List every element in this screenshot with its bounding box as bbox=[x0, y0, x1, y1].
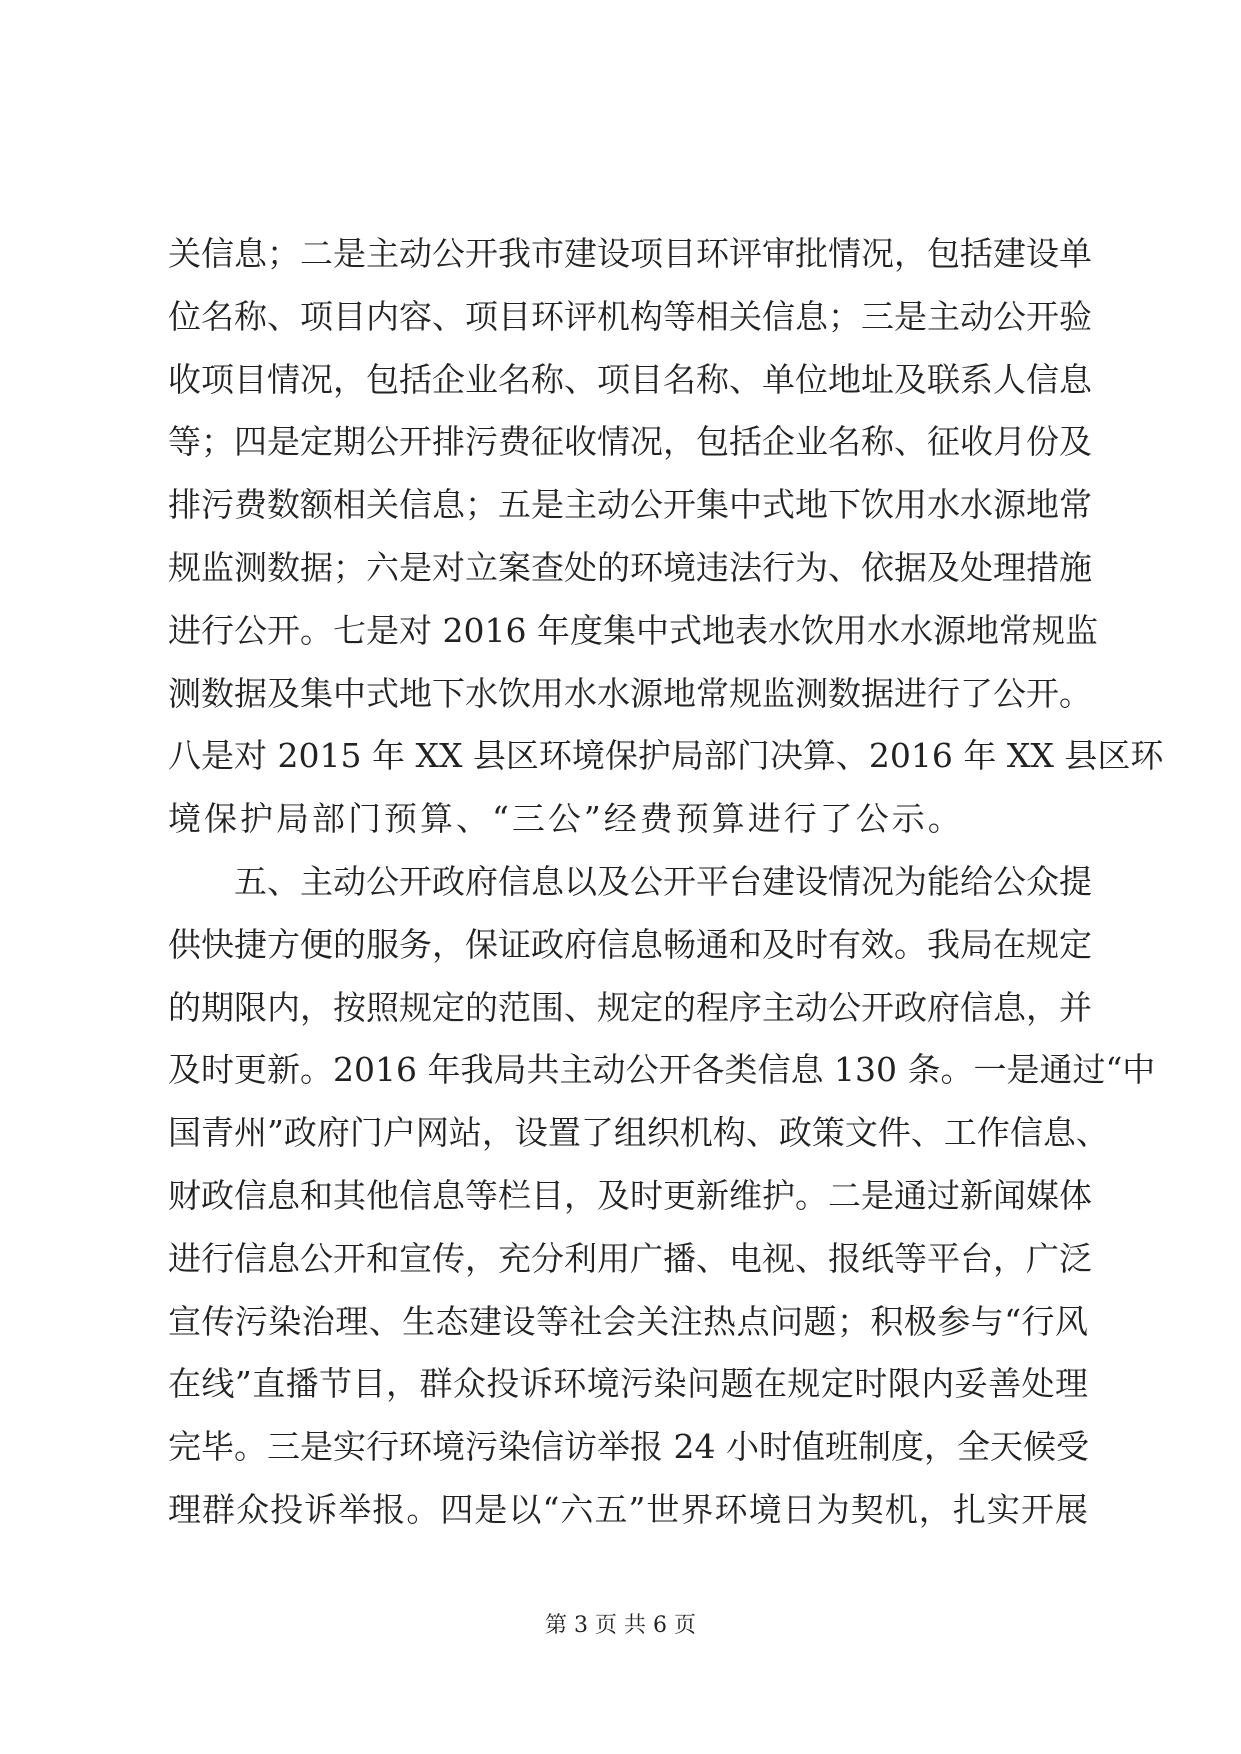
text-line: 规监测数据；六是对立案查处的环境违法行为、依据及处理措施 bbox=[168, 547, 1092, 587]
text-line: 收项目情况，包括企业名称、项目名称、单位地址及联系人信息 bbox=[168, 359, 1092, 399]
text-line: 位名称、项目内容、项目环评机构等相关信息；三是主动公开验 bbox=[168, 296, 1092, 336]
text-line: 国青州”政府门户网站，设置了组织机构、政策文件、工作信息、 bbox=[168, 1113, 1109, 1153]
text-line: 完毕。三是实行环境污染信访举报 24 小时值班制度，全天候受 bbox=[168, 1427, 1089, 1467]
text-line: 理群众投诉举报。四是以“六五”世界环境日为契机，扎实开展 bbox=[168, 1489, 1088, 1529]
body-text bbox=[168, 223, 1164, 1542]
text-line: 八是对 2015 年 XX 县区环境保护局部门决算、2016 年 XX 县区环 bbox=[168, 736, 1164, 776]
text-line: 等；四是定期公开排污费征收情况，包括企业名称、征收月份及 bbox=[168, 422, 1092, 462]
text-line: 进行公开。七是对 2016 年度集中式地表水饮用水水源地常规监 bbox=[168, 610, 1098, 650]
text-line: 测数据及集中式地下水饮用水水源地常规监测数据进行了公开。 bbox=[168, 673, 1092, 713]
text-line: 关信息；二是主动公开我市建设项目环评审批情况，包括建设单 bbox=[168, 234, 1092, 273]
text-line: 在线”直播节目，群众投诉环境污染问题在规定时限内妥善处理 bbox=[168, 1364, 1088, 1404]
page-footer: 第 3 页 共 6 页 bbox=[545, 1613, 696, 1638]
text-line: 供快捷方便的服务，保证政府信息畅通和及时有效。我局在规定 bbox=[168, 924, 1092, 964]
text-line: 进行信息公开和宣传，充分利用广播、电视、报纸等平台，广泛 bbox=[168, 1238, 1092, 1278]
text-line: 及时更新。2016 年我局共主动公开各类信息 130 条。一是通过“中 bbox=[168, 1050, 1156, 1090]
text-line: 财政信息和其他信息等栏目，及时更新维护。二是通过新闻媒体 bbox=[168, 1175, 1092, 1215]
text-line: 境保护局部门预算、“三公”经费预算进行了公示。 bbox=[168, 799, 964, 839]
text-line: 的期限内，按照规定的范围、规定的程序主动公开政府信息，并 bbox=[168, 987, 1092, 1027]
text-line: 排污费数额相关信息；五是主动公开集中式地下饮用水水源地常 bbox=[168, 485, 1092, 525]
text-line: 五、主动公开政府信息以及公开平台建设情况为能给公众提 bbox=[168, 861, 1092, 901]
text-line: 宣传污染治理、生态建设等社会关注热点问题；积极参与“行风 bbox=[168, 1301, 1088, 1341]
